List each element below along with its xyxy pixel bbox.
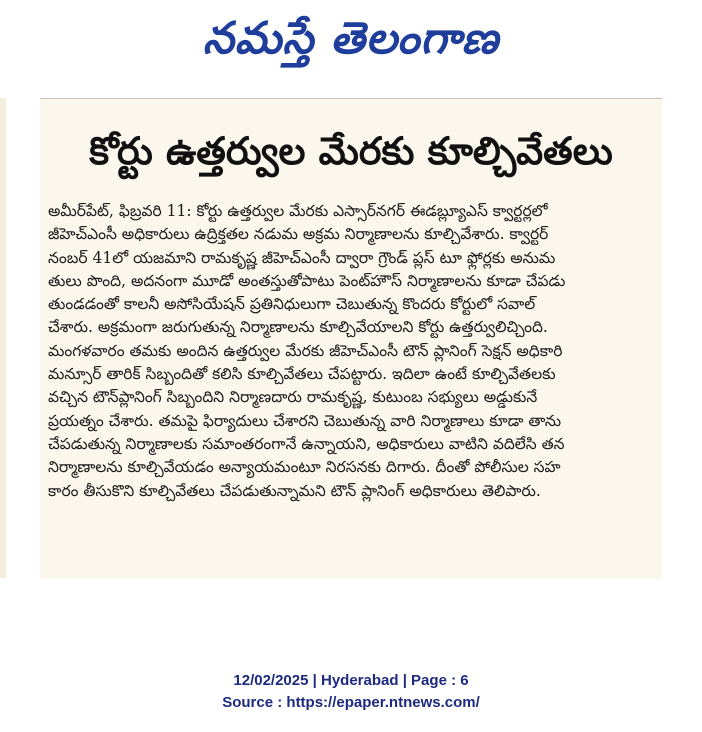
page-edge-strip: [0, 98, 6, 578]
article-line: వచ్చిన టౌన్‌ప్లానింగ్ సిబ్బందిని నిర్మాణదారు రామకృష్ణ, కుటుంబ సభ్యులు అడ్డుకునే: [48, 388, 538, 407]
article-line: చేశారు. అక్రమంగా జరుగుతున్న నిర్మాణాలను కూల్చివేయాలని కోర్టు ఉత్తర్వులిచ్చింది.: [48, 318, 548, 337]
article-body: [48, 200, 662, 503]
article-line: జీహెచ్‌ఎంసీ అధికారులు ఉద్రిక్తతల నడుమ అక్రమ నిర్మాణాలను కూల్చివేశారు. క్వార్టర్: [48, 225, 549, 244]
article-line: ప్రయత్నం చేశారు. తమపై ఫిర్యాదులు చేశారని చెబుతున్న వారి నిర్మాణాలు కూడా తాను: [48, 411, 562, 430]
article-line: అమీర్‌పేట్, ఫిబ్రవరి 11: కోర్టు ఉత్తర్వుల మేరకు ఎస్సార్‌నగర్ ఈడబ్ల్యూఎస్ క్వార్టర్లలో: [48, 202, 548, 220]
source-url-line[interactable]: Source : https://epaper.ntnews.com/: [222, 694, 480, 711]
article-line: నిర్మాణాలను కూల్చివేయడం అన్యాయమంటూ నిరసనకు దిగారు. దీంతో పోలీసుల సహ: [48, 458, 561, 477]
newspaper-masthead: నమస్తే తెలంగాణ: [202, 13, 500, 64]
article-line: తులు పొంది, అదనంగా మూడో అంతస్తుతోపాటు పెంట్‌హౌస్ నిర్మాణాలను కూడా చేపడు: [48, 271, 566, 290]
article-line: మంగళవారం తమకు అందిన ఉత్తర్వుల మేరకు జీహెచ్‌ఎంసీ టౌన్ ప్లానింగ్ సెక్షన్ అధికారి: [48, 341, 563, 360]
publication-date-line: 12/02/2025 | Hyderabad | Page : 6: [233, 672, 469, 689]
article-line: నంబర్ 41లో యజమాని రామకృష్ణ జీహెచ్‌ఎంసీ ద్వారా గ్రౌండ్ ప్లస్ టూ ఫ్లోర్లకు అనుమ: [48, 248, 556, 267]
article-headline: కోర్టు ఉత్తర్వుల మేరకు కూల్చివేతలు: [89, 129, 613, 173]
article-line: తుండడంతో కాలనీ అసోసియేషన్ ప్రతినిధులుగా చెబుతున్న కొందరు కోర్టులో సవాల్: [48, 295, 536, 314]
article-line: చేపడుతున్న నిర్మాణాలకు సమాంతరంగానే ఉన్నాయని, అధికారులు వాటిని వదిలేసి తన: [48, 434, 565, 453]
article-line: మన్సూర్ తారిక్ సిబ్బందితో కలిసి కూల్చివేతలు చేపట్టారు. ఇదిలా ఉంటే కూల్చివేతలకు: [48, 365, 556, 384]
article-line: కారం తీసుకొని కూల్చివేతలు చేపడుతున్నామని టౌన్ ప్లానింగ్ అధికారులు తెలిపారు.: [48, 481, 541, 500]
